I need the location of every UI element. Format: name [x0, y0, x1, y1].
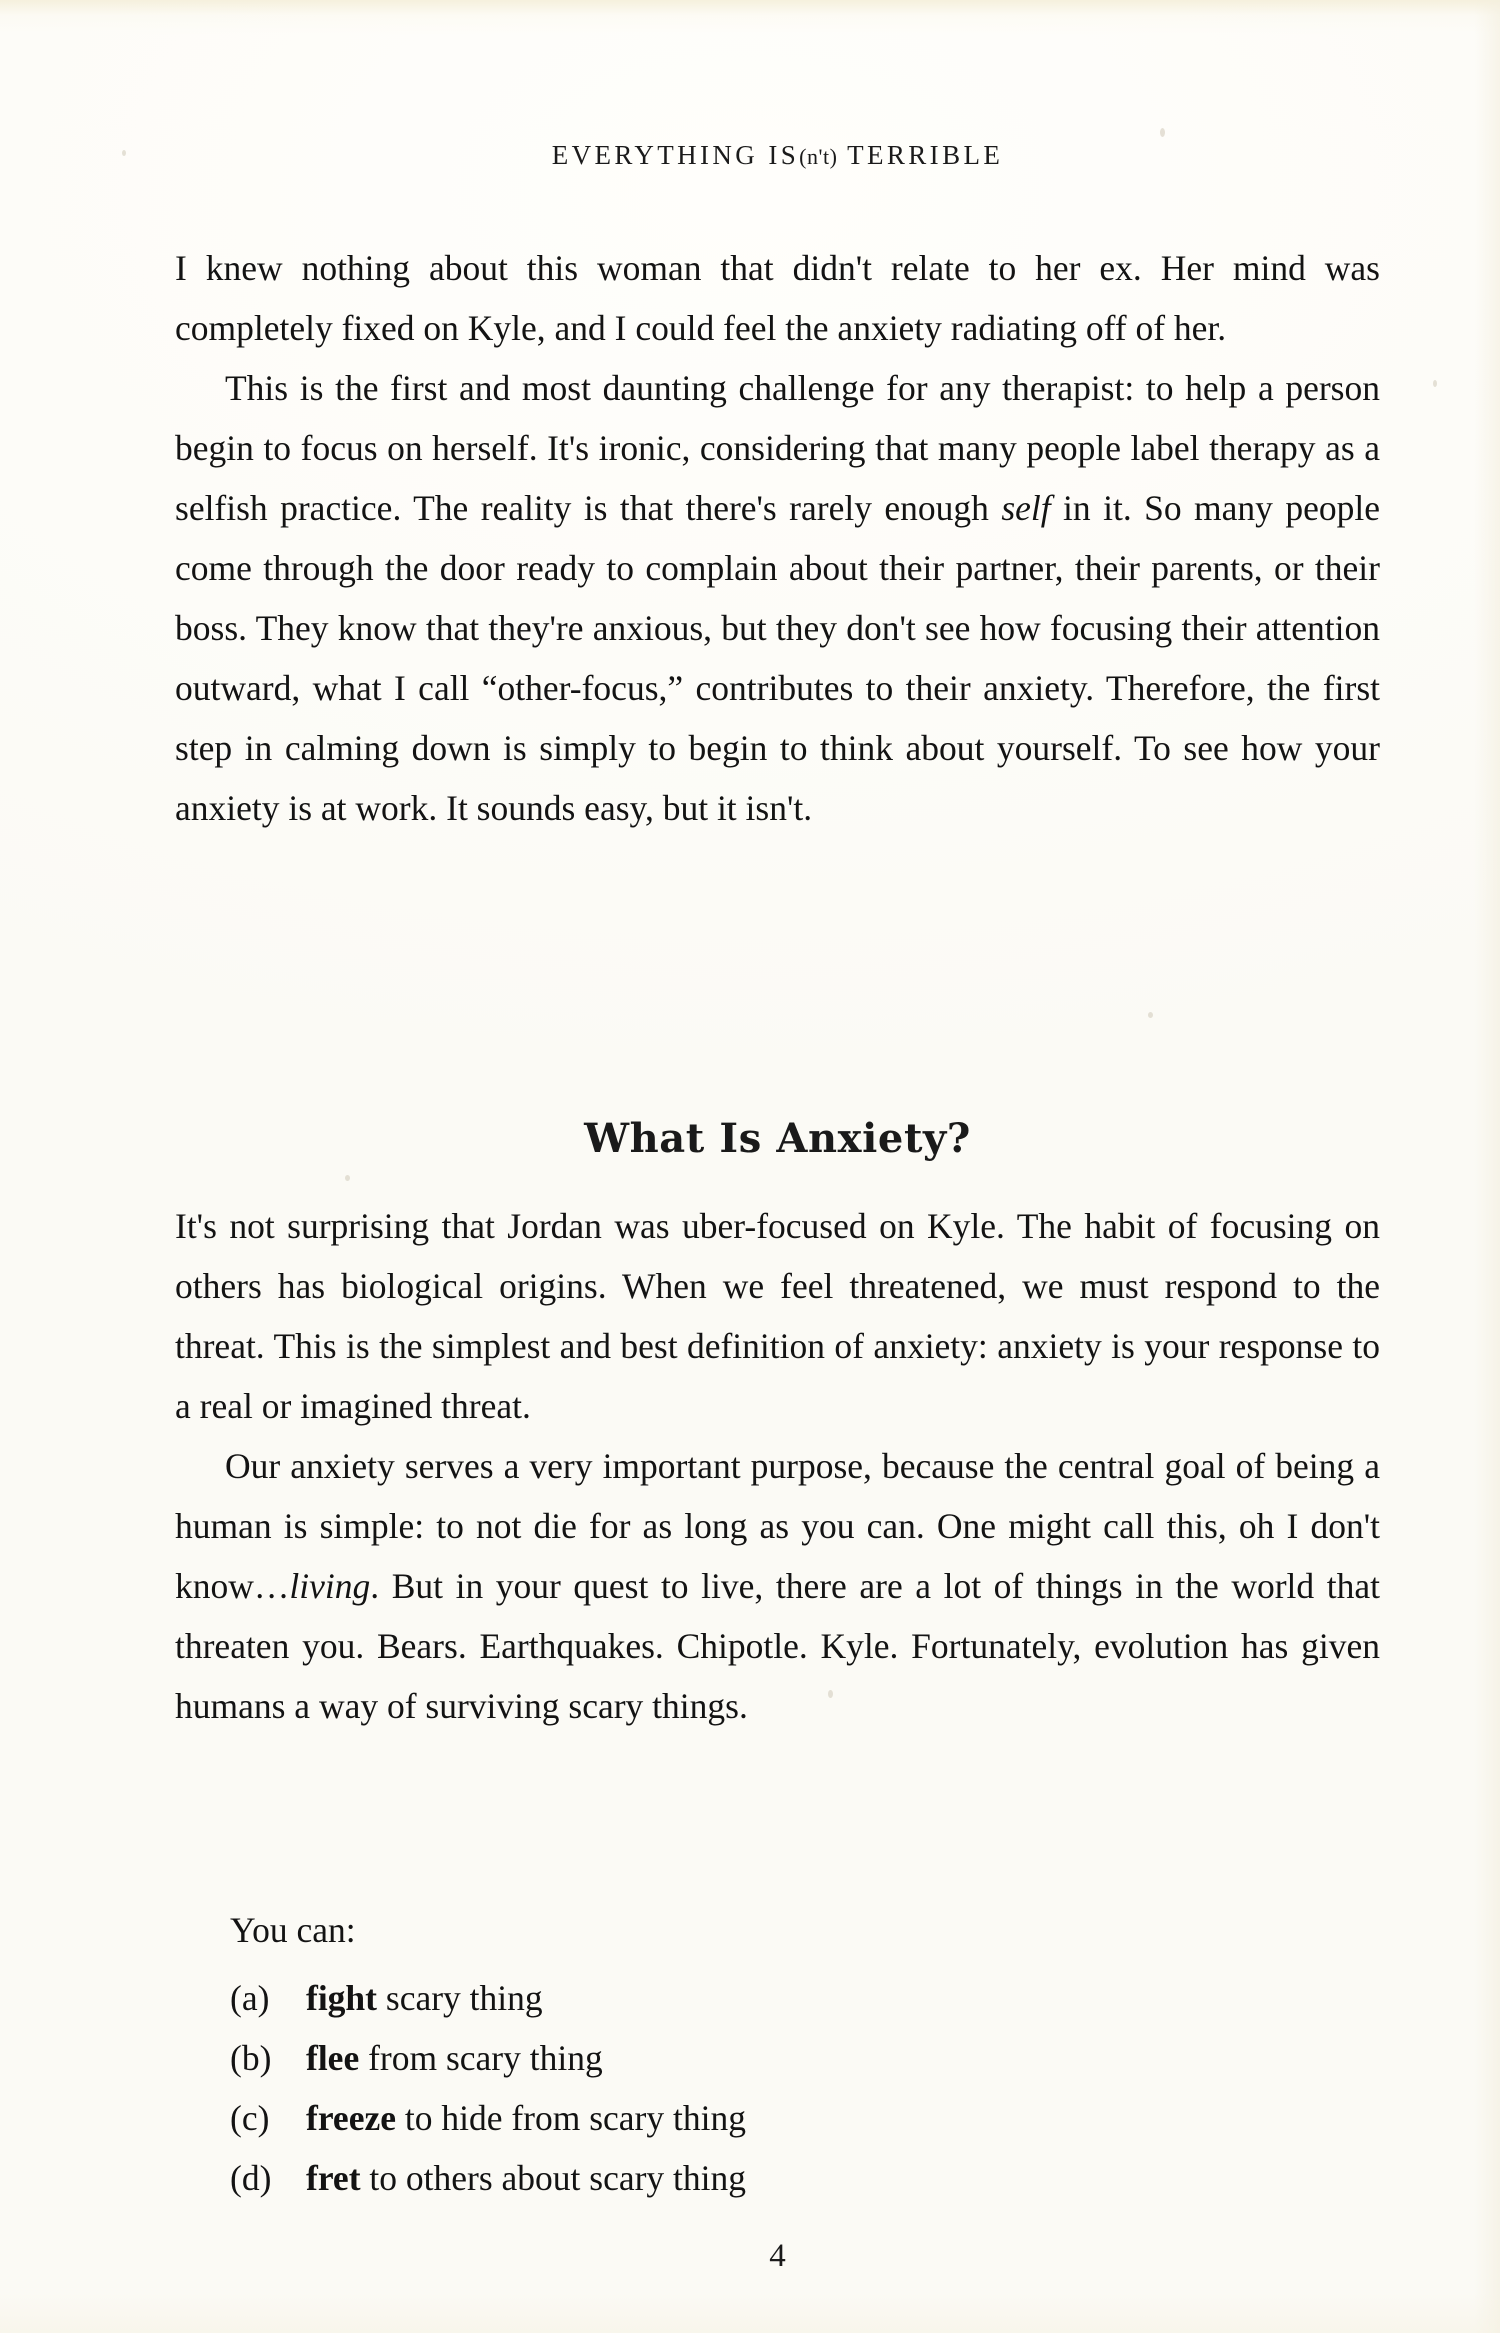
- survival-options-list: [175, 1900, 1380, 2208]
- scan-edge-right: [1474, 0, 1500, 2333]
- running-head-before: EVERYTHING IS: [551, 140, 800, 170]
- body-section-bottom: [175, 1196, 1380, 1736]
- list-marker: (c): [230, 2098, 270, 2138]
- list-item: [230, 2148, 1380, 2208]
- scan-speck: [345, 1175, 350, 1181]
- list-item-rest: from scary thing: [359, 2038, 603, 2078]
- list-lead-in: You can:: [230, 1910, 356, 1950]
- paragraph-anxiety-purpose: [175, 1436, 1380, 1736]
- list-marker: (b): [230, 2038, 272, 2078]
- list-marker: (d): [230, 2158, 272, 2198]
- section-heading-what-is-anxiety: What Is Anxiety?: [584, 1115, 971, 1163]
- body-section-top: [175, 238, 1380, 838]
- scan-speck: [122, 150, 126, 156]
- paragraph-definition-of-anxiety: It's not surprising that Jordan was uber-focused on Kyle. The habit of focusing on others has biological origins. When we feel threatened, we must respond to the threat. This is the simplest and best definition of anxiety: anxiety is your response to a real or imagined threat.: [175, 1206, 1380, 1426]
- list-item: [230, 2088, 1380, 2148]
- list-item-text: [306, 2028, 1380, 2088]
- scan-edge-top: [0, 0, 1500, 34]
- list-item-text: [306, 2088, 1380, 2148]
- running-head-after: TERRIBLE: [847, 140, 1004, 170]
- list-item-rest: to others about scary thing: [360, 2158, 747, 2198]
- paragraph-text-segment: . But in your quest to live, there are a lot of things in the world that threaten you. Bears. Earthquakes. Chipotle. Kyle. Fortunately, evolution has given humans a way of surviving scary things.: [175, 1566, 1380, 1726]
- page-number: 4: [769, 2238, 786, 2274]
- scan-speck: [1433, 380, 1437, 387]
- scan-speck: [1160, 128, 1165, 137]
- paragraph-intro: I knew nothing about this woman that didn't relate to her ex. Her mind was completely fixed on Kyle, and I could feel the anxiety radiating off of her.: [175, 248, 1380, 348]
- list-item-keyword: freeze: [306, 2098, 396, 2138]
- list-item-text: [306, 2148, 1380, 2208]
- paragraph-text-segment: Our anxiety serves a very important purpose, because the central goal of being a human is simple: to not die for as long as you can. One might call this, oh I don't know…: [175, 1446, 1380, 1606]
- emphasis-living: living: [289, 1566, 371, 1606]
- emphasis-self: self: [1001, 488, 1051, 528]
- list-item: [230, 2028, 1380, 2088]
- scan-edge-bottom: [0, 2293, 1500, 2333]
- paragraph-text-segment: This is the first and most daunting challenge for any therapist: to help a person begin to focus on herself. It's ironic, considering that many people label therapy as a selfish practice. The reality is that there's rarely enough: [175, 368, 1380, 528]
- scan-speck: [1148, 1012, 1153, 1018]
- list-item-rest: scary thing: [377, 1978, 543, 2018]
- running-head-contraction: (n't): [799, 144, 838, 169]
- paragraph-text-segment: in it. So many people come through the door ready to complain about their partner, their parents, or their boss. They know that they're anxious, but they don't see how focusing their attention outward, what I call “other-focus,” contributes to their anxiety. Therefore, the first step in calming down is simply to begin to think about yourself. To see how your anxiety is at work. It sounds easy, but it isn't.: [175, 488, 1380, 828]
- list-item: [230, 1968, 1380, 2028]
- paragraph-therapist-challenge: [175, 358, 1380, 838]
- list-item-rest: to hide from scary thing: [395, 2098, 746, 2138]
- running-head: [175, 140, 1380, 171]
- list-item-keyword: flee: [306, 2038, 360, 2078]
- list-item-keyword: fret: [306, 2158, 361, 2198]
- list-item-keyword: fight: [306, 1978, 377, 2018]
- list-marker: (a): [230, 1978, 270, 2018]
- list-item-text: [306, 1968, 1380, 2028]
